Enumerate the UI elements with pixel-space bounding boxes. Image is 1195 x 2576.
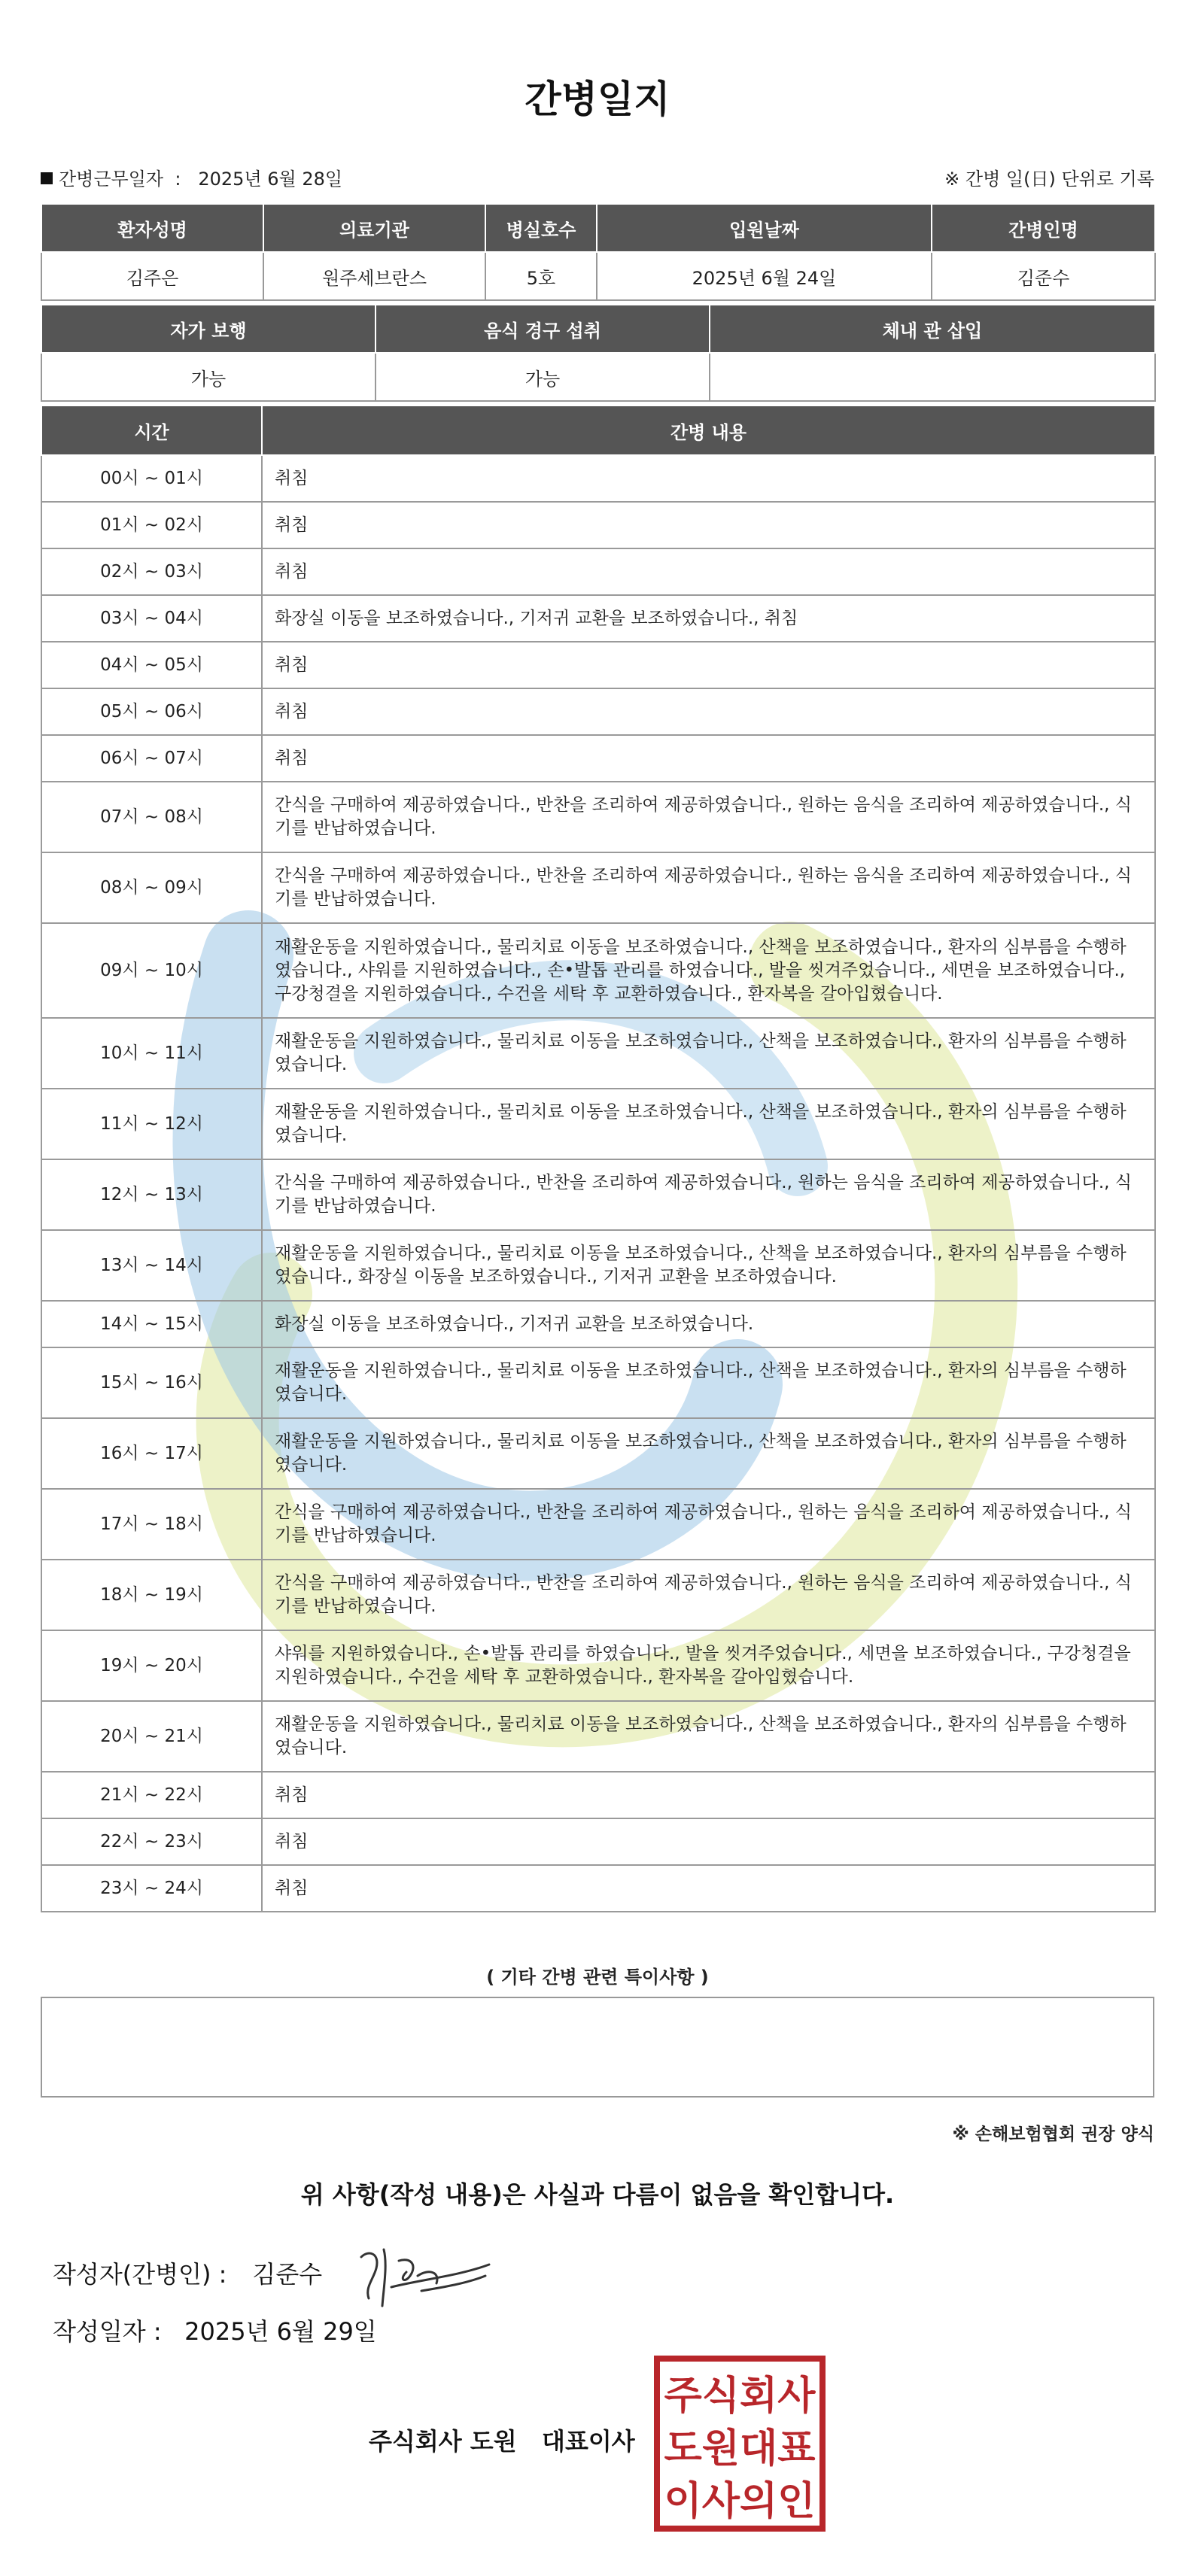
time-cell: 13시 ~ 14시 <box>41 1230 262 1301</box>
writer-line <box>53 2256 322 2290</box>
company-seal-icon <box>653 2355 826 2532</box>
table-row <box>41 455 1155 502</box>
time-cell: 23시 ~ 24시 <box>41 1865 262 1912</box>
time-cell: 04시 ~ 05시 <box>41 642 262 688</box>
table-header-row <box>41 305 1155 353</box>
content-cell: 간식을 구매하여 제공하였습니다., 반찬을 조리하여 제공하였습니다., 원하는 음식을 조리하여 제공하였습니다., 식기를 반납하였습니다. <box>262 782 1155 852</box>
table-row <box>41 642 1155 688</box>
time-cell: 10시 ~ 11시 <box>41 1018 262 1089</box>
time-cell: 15시 ~ 16시 <box>41 1347 262 1418</box>
content-cell: 취침 <box>262 688 1155 735</box>
time-cell: 21시 ~ 22시 <box>41 1772 262 1818</box>
table-row <box>41 688 1155 735</box>
written-date-line <box>53 2313 377 2347</box>
time-cell: 06시 ~ 07시 <box>41 735 262 782</box>
svg-text:도원대표: 도원대표 <box>664 2426 816 2471</box>
header-care-content: 간병 내용 <box>262 406 1155 455</box>
content-cell: 화장실 이동을 보조하였습니다., 기저귀 교환을 보조하였습니다., 취침 <box>262 595 1155 642</box>
time-cell: 12시 ~ 13시 <box>41 1159 262 1230</box>
content-cell: 재활운동을 지원하였습니다., 물리치료 이동을 보조하였습니다., 산책을 보조하였습니다., 환자의 심부름을 수행하였습니다. <box>262 1089 1155 1159</box>
work-date-label: 간병근무일자 <box>59 169 164 190</box>
date-label: 작성일자 : <box>53 2317 162 2346</box>
table-row <box>41 1230 1155 1301</box>
patient-status-table <box>41 304 1156 402</box>
patient-info-table <box>41 203 1156 301</box>
content-cell: 재활운동을 지원하였습니다., 물리치료 이동을 보조하였습니다., 산책을 보조하였습니다., 환자의 심부름을 수행하였습니다. <box>262 1701 1155 1772</box>
table-row <box>41 1818 1155 1865</box>
care-log-table <box>41 405 1156 1912</box>
table-row <box>41 735 1155 782</box>
table-row <box>41 1159 1155 1230</box>
time-cell: 19시 ~ 20시 <box>41 1630 262 1701</box>
table-row <box>41 1018 1155 1089</box>
table-row <box>41 1701 1155 1772</box>
time-cell: 16시 ~ 17시 <box>41 1418 262 1489</box>
admission-date: 2025년 6월 24일 <box>597 252 932 300</box>
content-cell: 간식을 구매하여 제공하였습니다., 반찬을 조리하여 제공하였습니다., 원하는 음식을 조리하여 제공하였습니다., 식기를 반납하였습니다. <box>262 1159 1155 1230</box>
time-cell: 17시 ~ 18시 <box>41 1489 262 1560</box>
patient-name: 김주은 <box>41 252 263 300</box>
time-cell: 00시 ~ 01시 <box>41 455 262 502</box>
content-cell: 재활운동을 지원하였습니다., 물리치료 이동을 보조하였습니다., 산책을 보조하였습니다., 환자의 심부름을 수행하였습니다., 화장실 이동을 보조하였습니다., 기저귀 교환을 보조하였습니다. <box>262 1230 1155 1301</box>
table-row <box>41 923 1155 1018</box>
table-row <box>41 782 1155 852</box>
header-patient-name: 환자성명 <box>41 204 263 252</box>
content-cell: 취침 <box>262 502 1155 548</box>
time-cell: 18시 ~ 19시 <box>41 1560 262 1630</box>
writer-name: 김준수 <box>252 2260 323 2289</box>
unit-note: ※ 간병 일(日) 단위로 기록 <box>944 169 1154 190</box>
content-cell: 취침 <box>262 642 1155 688</box>
room-number: 5호 <box>485 252 597 300</box>
content-cell: 재활운동을 지원하였습니다., 물리치료 이동을 보조하였습니다., 산책을 보조하였습니다., 환자의 심부름을 수행하였습니다. <box>262 1347 1155 1418</box>
time-cell: 09시 ~ 10시 <box>41 923 262 1018</box>
svg-text:이사의인: 이사의인 <box>664 2479 816 2524</box>
table-row <box>41 1418 1155 1489</box>
table-row <box>41 1865 1155 1912</box>
table-row <box>41 852 1155 923</box>
time-cell: 07시 ~ 08시 <box>41 782 262 852</box>
table-row <box>41 502 1155 548</box>
time-cell: 20시 ~ 21시 <box>41 1701 262 1772</box>
content-cell: 간식을 구매하여 제공하였습니다., 반찬을 조리하여 제공하였습니다., 원하는 음식을 조리하여 제공하였습니다., 식기를 반납하였습니다. <box>262 1489 1155 1560</box>
svg-text:주식회사: 주식회사 <box>664 2374 816 2419</box>
content-cell: 재활운동을 지원하였습니다., 물리치료 이동을 보조하였습니다., 산책을 보조하였습니다., 환자의 심부름을 수행하였습니다. <box>262 1418 1155 1489</box>
content-cell: 간식을 구매하여 제공하였습니다., 반찬을 조리하여 제공하였습니다., 원하는 음식을 조리하여 제공하였습니다., 식기를 반납하였습니다. <box>262 1560 1155 1630</box>
content-cell: 간식을 구매하여 제공하였습니다., 반찬을 조리하여 제공하였습니다., 원하는 음식을 조리하여 제공하였습니다., 식기를 반납하였습니다. <box>262 852 1155 923</box>
header-walking: 자가 보행 <box>41 305 376 353</box>
content-cell: 취침 <box>262 1865 1155 1912</box>
table-header-row <box>41 406 1155 455</box>
writer-label: 작성자(간병인) : <box>53 2260 227 2289</box>
table-row <box>41 252 1155 300</box>
content-cell: 재활운동을 지원하였습니다., 물리치료 이동을 보조하였습니다., 산책을 보조하였습니다., 환자의 심부름을 수행하였습니다., 샤워를 지원하였습니다., 손•발톱 관리를 하였습니다., 발을 씻겨주었습니다., 세면을 보조하였습니다., 구강청결을 지원하였습니다., 수건을 세탁 후 교환하였습니다., 환자복을 갈아입혔습니다. <box>262 923 1155 1018</box>
work-date <box>41 164 342 190</box>
table-row <box>41 1089 1155 1159</box>
work-date-separator: : <box>175 169 181 190</box>
header-oral-intake: 음식 경구 섭취 <box>376 305 710 353</box>
time-cell: 01시 ~ 02시 <box>41 502 262 548</box>
table-row <box>41 1560 1155 1630</box>
square-bullet-icon <box>41 172 53 184</box>
time-cell: 03시 ~ 04시 <box>41 595 262 642</box>
company-name: 주식회사 도원 대표이사 <box>369 2427 635 2456</box>
page-title: 간병일지 <box>525 77 670 121</box>
header-tube-insertion: 체내 관 삽입 <box>710 305 1155 353</box>
signature-icon <box>346 2234 497 2317</box>
confirm-statement: 위 사항(작성 내용)은 사실과 다름이 없음을 확인합니다. <box>300 2180 895 2209</box>
content-cell: 취침 <box>262 1772 1155 1818</box>
table-row <box>41 1630 1155 1701</box>
header-admission-date: 입원날짜 <box>597 204 932 252</box>
walking-status: 가능 <box>41 353 376 401</box>
content-cell: 재활운동을 지원하였습니다., 물리치료 이동을 보조하였습니다., 산책을 보조하였습니다., 환자의 심부름을 수행하였습니다. <box>262 1018 1155 1089</box>
table-header-row <box>41 204 1155 252</box>
table-row <box>41 1347 1155 1418</box>
content-cell: 취침 <box>262 455 1155 502</box>
time-cell: 11시 ~ 12시 <box>41 1089 262 1159</box>
content-cell: 취침 <box>262 548 1155 595</box>
work-date-line <box>41 164 1154 194</box>
notes-box <box>41 1997 1154 2098</box>
notes-title: ( 기타 간병 관련 특이사항 ) <box>486 1967 709 1988</box>
table-row <box>41 1301 1155 1347</box>
content-cell: 샤워를 지원하였습니다., 손•발톱 관리를 하였습니다., 발을 씻겨주었습니다., 세면을 보조하였습니다., 구강청결을 지원하였습니다., 수건을 세탁 후 교환하였습니다., 환자복을 갈아입혔습니다. <box>262 1630 1155 1701</box>
content-cell: 화장실 이동을 보조하였습니다., 기저귀 교환을 보조하였습니다. <box>262 1301 1155 1347</box>
header-caregiver-name: 간병인명 <box>932 204 1155 252</box>
header-time: 시간 <box>41 406 262 455</box>
content-cell: 취침 <box>262 735 1155 782</box>
recommend-note: ※ 손해보험협회 권장 양식 <box>952 2125 1154 2144</box>
hospital: 원주세브란스 <box>263 252 485 300</box>
table-row <box>41 595 1155 642</box>
table-row <box>41 548 1155 595</box>
oral-intake-status: 가능 <box>376 353 710 401</box>
table-row <box>41 1489 1155 1560</box>
content-cell: 취침 <box>262 1818 1155 1865</box>
header-room: 병실호수 <box>485 204 597 252</box>
table-row <box>41 353 1155 401</box>
tube-insertion-status <box>710 353 1155 401</box>
table-row <box>41 1772 1155 1818</box>
time-cell: 22시 ~ 23시 <box>41 1818 262 1865</box>
date-value: 2025년 6월 29일 <box>184 2317 377 2346</box>
time-cell: 02시 ~ 03시 <box>41 548 262 595</box>
time-cell: 05시 ~ 06시 <box>41 688 262 735</box>
work-date-value: 2025년 6월 28일 <box>198 169 343 190</box>
time-cell: 14시 ~ 15시 <box>41 1301 262 1347</box>
caregiver-name: 김준수 <box>932 252 1155 300</box>
time-cell: 08시 ~ 09시 <box>41 852 262 923</box>
header-hospital: 의료기관 <box>263 204 485 252</box>
